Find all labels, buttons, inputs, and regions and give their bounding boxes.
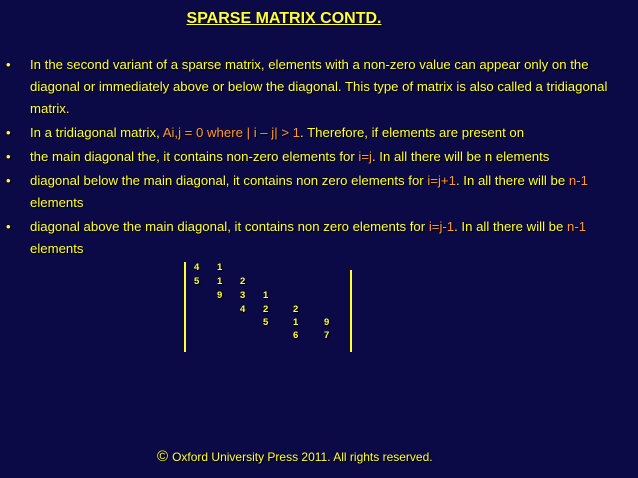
matrix-cell: 6 bbox=[293, 330, 299, 341]
highlighted-text: n-1 bbox=[568, 173, 588, 188]
copyright-text: Oxford University Press 2011. All rights reserved. bbox=[172, 450, 433, 464]
bullet-text: the main diagonal the, it contains non-zero elements for bbox=[30, 149, 359, 164]
bullet-text: In the second variant of a sparse matrix, elements with a non-zero value can appear only on the diagonal or immediately above or below the diagonal. This type of matrix is also called a tridiagonal matrix. bbox=[30, 57, 608, 116]
matrix-left-bracket bbox=[184, 262, 186, 352]
highlighted-text: i=j bbox=[358, 149, 372, 164]
bullet-item bbox=[6, 122, 634, 144]
matrix-right-bracket bbox=[350, 270, 352, 352]
matrix-cell: 4 bbox=[194, 262, 200, 273]
copyright-symbol: © bbox=[157, 448, 169, 465]
highlighted-text: i=j+1 bbox=[427, 173, 456, 188]
matrix-cell: 3 bbox=[240, 290, 246, 301]
matrix-cell: 5 bbox=[194, 276, 200, 287]
bullet-dot-icon: • bbox=[6, 149, 11, 164]
highlighted-text: i=j-1 bbox=[428, 219, 455, 234]
highlighted-text: Ai,j = 0 where | i – j| > 1 bbox=[162, 125, 301, 140]
matrix-cell: 1 bbox=[263, 290, 269, 301]
matrix-cell: 1 bbox=[217, 276, 223, 287]
bullet-dot-icon: • bbox=[6, 57, 11, 72]
bullet-text: elements bbox=[30, 195, 84, 210]
matrix-cell: 4 bbox=[240, 304, 246, 315]
matrix-cell: 7 bbox=[324, 330, 330, 341]
bullet-text: . In all there will be bbox=[454, 219, 567, 234]
tridiagonal-matrix bbox=[184, 262, 354, 354]
bullet-item bbox=[6, 54, 634, 120]
matrix-cell: 2 bbox=[240, 276, 246, 287]
bullet-text: elements bbox=[30, 241, 84, 256]
highlighted-text: n-1 bbox=[567, 219, 587, 234]
bullet-text: diagonal below the main diagonal, it contains non zero elements for bbox=[30, 173, 428, 188]
bullet-text: . In all there will be n elements bbox=[371, 149, 550, 164]
matrix-cell: 2 bbox=[263, 304, 269, 315]
matrix-cell: 2 bbox=[293, 304, 299, 315]
matrix-cell: 1 bbox=[293, 317, 299, 328]
bullet-item bbox=[6, 216, 634, 260]
matrix-cell: 1 bbox=[217, 262, 223, 273]
bullet-text: In a tridiagonal matrix, bbox=[30, 125, 163, 140]
page-title: SPARSE MATRIX CONTD. bbox=[186, 10, 382, 27]
bullet-item bbox=[6, 170, 634, 214]
bullet-dot-icon: • bbox=[6, 125, 11, 140]
copyright-footer bbox=[157, 448, 433, 465]
bullet-item bbox=[6, 146, 634, 168]
bullet-dot-icon: • bbox=[6, 219, 11, 234]
bullet-dot-icon: • bbox=[6, 173, 11, 188]
matrix-cell: 9 bbox=[217, 290, 223, 301]
bullet-list bbox=[6, 54, 634, 262]
matrix-cell: 9 bbox=[324, 317, 330, 328]
bullet-text: . Therefore, if elements are present on bbox=[300, 125, 525, 140]
bullet-text: diagonal above the main diagonal, it contains non zero elements for bbox=[30, 219, 429, 234]
bullet-text: . In all there will be bbox=[455, 173, 569, 188]
matrix-cell: 5 bbox=[263, 317, 269, 328]
